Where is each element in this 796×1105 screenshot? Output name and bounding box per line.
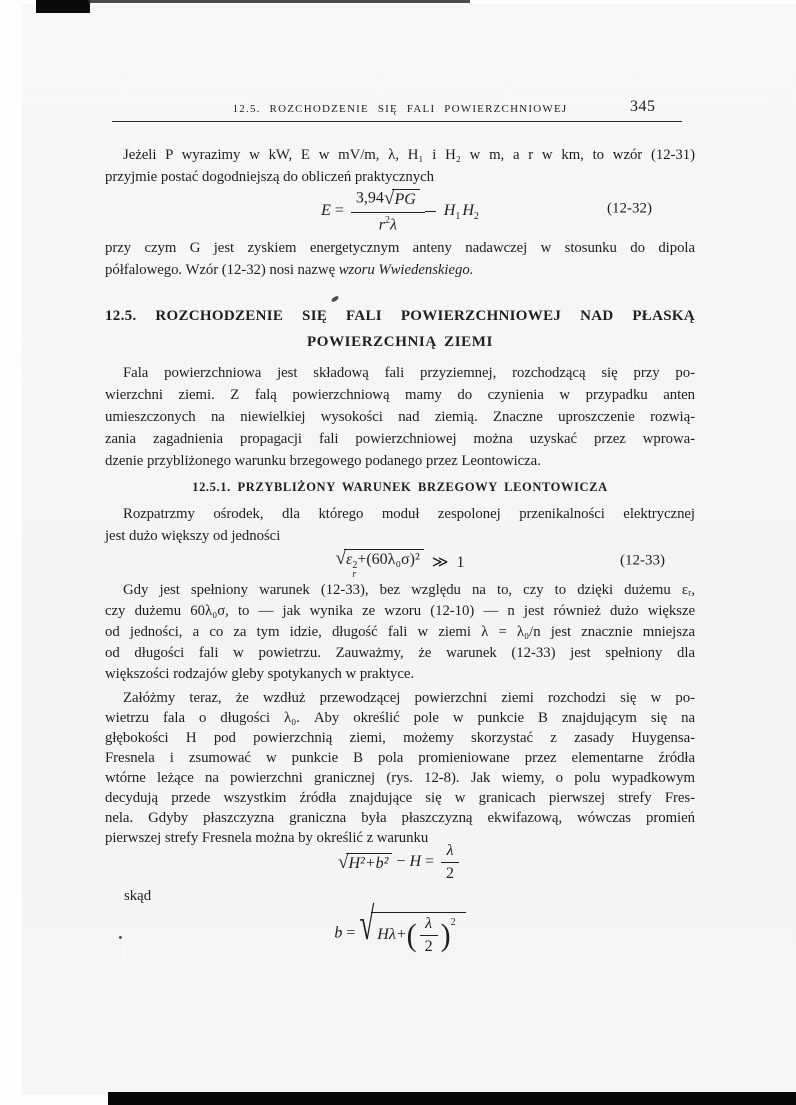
eqA-fraction — [441, 842, 459, 883]
radical-sign: √ — [383, 188, 395, 209]
equation-12-33 — [105, 548, 695, 580]
equation-fresnel-condition — [105, 842, 695, 880]
text-line: wtórne leżące na powierzchni granicznej (rys. 12-8). Jak wiemy, o polu wypadkowym — [105, 770, 695, 786]
equation-fresnel-radius — [105, 898, 695, 964]
eq33-eps-sup: 2 — [352, 560, 358, 571]
eq32-fraction — [351, 188, 425, 234]
eq33-relation: ≫ — [431, 554, 449, 572]
eqA-den: 2 — [441, 862, 459, 883]
header-rule — [112, 121, 682, 122]
text-line: Załóżmy teraz, że wzdłuż przewodzącej powierzchni ziemi rozchodzi się w po- — [123, 690, 695, 706]
scan-artifact-top-edge-line — [88, 0, 470, 3]
eq33-radicand-rest: +(60λ₀σ)² — [357, 551, 420, 568]
eqA-minus: − — [396, 853, 406, 871]
eqB-equals: = — [346, 924, 356, 942]
text-line: umieszczonych na niewielkiej wysokości nad ziemią. Znaczne uproszczenie rozwią- — [105, 409, 695, 425]
text-line: Jeżeli P wyrazimy w kW, E w mV/m, λ, H₁ i H₂ w m, a r w km, to wzór (12-31) — [123, 147, 695, 163]
eqA-num: λ — [446, 842, 454, 859]
skad-label: skąd — [124, 888, 152, 904]
eqB-lhs: b — [334, 924, 343, 942]
text-line: wietrzu fala o długości λ₀. Aby określić pole w punkcie B znajdującym się na — [105, 710, 695, 726]
running-head-title: 12.5. ROZCHODZENIE SIĘ FALI POWIERZCHNIOWEJ — [232, 103, 568, 115]
text-segment: półfalowego. Wzór (12-32) nosi nazwę — [105, 262, 339, 278]
eqB-den: 2 — [420, 935, 438, 956]
text-line: od jedności, a co za tym idzie, długość fali w ziemi λ = λ₀/n jest znacznie mniejsza — [105, 624, 695, 640]
text-segment-italic: wzoru Wwiedenskiego. — [338, 262, 474, 278]
eq33-epsilon: ε — [346, 551, 353, 568]
equation-12-32 — [105, 188, 695, 234]
eq32-den-lambda: λ — [389, 216, 397, 234]
radical-sign: √ — [335, 548, 347, 569]
eqA-radicand: H²+b² — [346, 853, 392, 872]
text-line: wierzchni ziemi. Z falą powierzchniową mamy do czynienia w przypadku anten — [105, 387, 695, 403]
eq32-den-exponent: 2 — [384, 215, 390, 226]
eqB-exponent: 2 — [450, 917, 456, 929]
text-line: pierwszej strefy Fresnela można by określić z warunku — [105, 830, 429, 846]
eqB-pre: Hλ+ — [377, 926, 407, 944]
eq32-equals: = — [334, 201, 344, 219]
paragraph-fresnel — [105, 688, 695, 848]
text-line: dzenie przybliżonego warunku brzegowego podanego przez Leontowicza. — [105, 453, 541, 469]
eqA-h: H — [409, 853, 422, 871]
page-number: 345 — [630, 98, 656, 115]
scan-artifact-top-left-bar — [36, 0, 90, 13]
eq32-h1: H — [443, 201, 456, 219]
text-line: przyjmie postać dogodniejszą do obliczeń praktycznych — [105, 169, 434, 185]
eq32-coefficient: 3,94 — [355, 189, 384, 207]
eq32-lhs: E — [321, 201, 331, 219]
paragraph-condition — [105, 580, 695, 685]
section-heading-line2: POWIERZCHNIĄ ZIEMI — [307, 334, 493, 350]
eq32-den-r: r — [378, 216, 385, 234]
text-line — [105, 259, 695, 281]
eqB-num: λ — [425, 915, 433, 932]
text-line: jest dużo większy od jedności — [105, 528, 281, 544]
radical-sign: √ — [359, 898, 375, 950]
subsection-heading: 12.5.1. PRZYBLIŻONY WARUNEK BRZEGOWY LEONTOWICZA — [192, 480, 608, 494]
eq32-h2: H — [462, 201, 474, 219]
text-line: decydują przede wszystkim źródła znajdujące się w granicach pierwszej strefy Fres- — [105, 790, 695, 806]
equation-label: (12-33) — [620, 552, 665, 569]
equation-label: (12-32) — [607, 200, 652, 217]
scan-artifact-bottom-bar — [108, 1092, 796, 1105]
paragraph-intro — [105, 144, 695, 188]
text-line: od długości fali w powietrzu. Zauważmy, że warunek (12-33) jest spełniony dla — [105, 645, 695, 661]
text-line: czy dużemu 60λ₀σ, to — jak wynika ze wzoru (12-10) — n jest również dużo większe — [105, 603, 695, 619]
eqB-paren-open: ( — [406, 917, 417, 953]
section-heading — [105, 303, 695, 355]
eq33-rhs: 1 — [456, 554, 465, 572]
text-line: Gdy jest spełniony warunek (12-33), bez względu na to, czy to dzięki dużemu εᵣ, — [123, 582, 695, 598]
text-line: Rozpatrzmy ośrodek, dla którego moduł zespolonej przenikalności elektrycznej — [123, 506, 695, 522]
paragraph-surface-wave — [105, 362, 695, 472]
text-line: Fresnela i zsumować w punkcie B pola promieniowane przez elementarne źródła — [105, 750, 695, 766]
text-line: nela. Gdyby płaszczyzna graniczna była płaszczyzną ekwifazową, wówczas promień — [105, 810, 695, 826]
radical-sign: √ — [337, 851, 349, 873]
text-line: Fala powierzchniowa jest składową fali przyziemnej, rozchodzącą się przy po- — [123, 365, 695, 381]
paragraph-medium — [105, 503, 695, 547]
text-line: większości rodzajów gleby spotykanych w praktyce. — [105, 666, 415, 682]
eq33-eps-sub: r — [352, 569, 357, 580]
text-line: przy czym G jest zyskiem energetycznym anteny nadawczej w stosunku do dipola — [105, 240, 695, 256]
eqA-equals: = — [425, 853, 435, 871]
section-heading-line1: 12.5. ROZCHODZENIE SIĘ FALI POWIERZCHNIOWEJ NAD PŁASKĄ — [105, 308, 695, 324]
eqB-radicand — [371, 912, 465, 956]
text-line: zania zagadnienia propagacji fali powierzchniowej można uzyskać przez wprowa- — [105, 431, 695, 447]
eqB-fraction — [420, 915, 438, 956]
eq32-h1-sub: 1 — [455, 211, 461, 223]
eq32-radicand: PG — [392, 189, 419, 208]
eq32-h2-sub: 2 — [473, 211, 479, 223]
fraction-bar-extension — [425, 211, 436, 212]
paragraph-after-eq32 — [105, 237, 695, 281]
eqB-paren-close: ) — [440, 917, 451, 953]
text-line: głębokości H pod powierzchnią ziemi, możemy skorzystać z zasady Huygensa- — [105, 730, 695, 746]
eq33-radicand — [344, 549, 424, 580]
